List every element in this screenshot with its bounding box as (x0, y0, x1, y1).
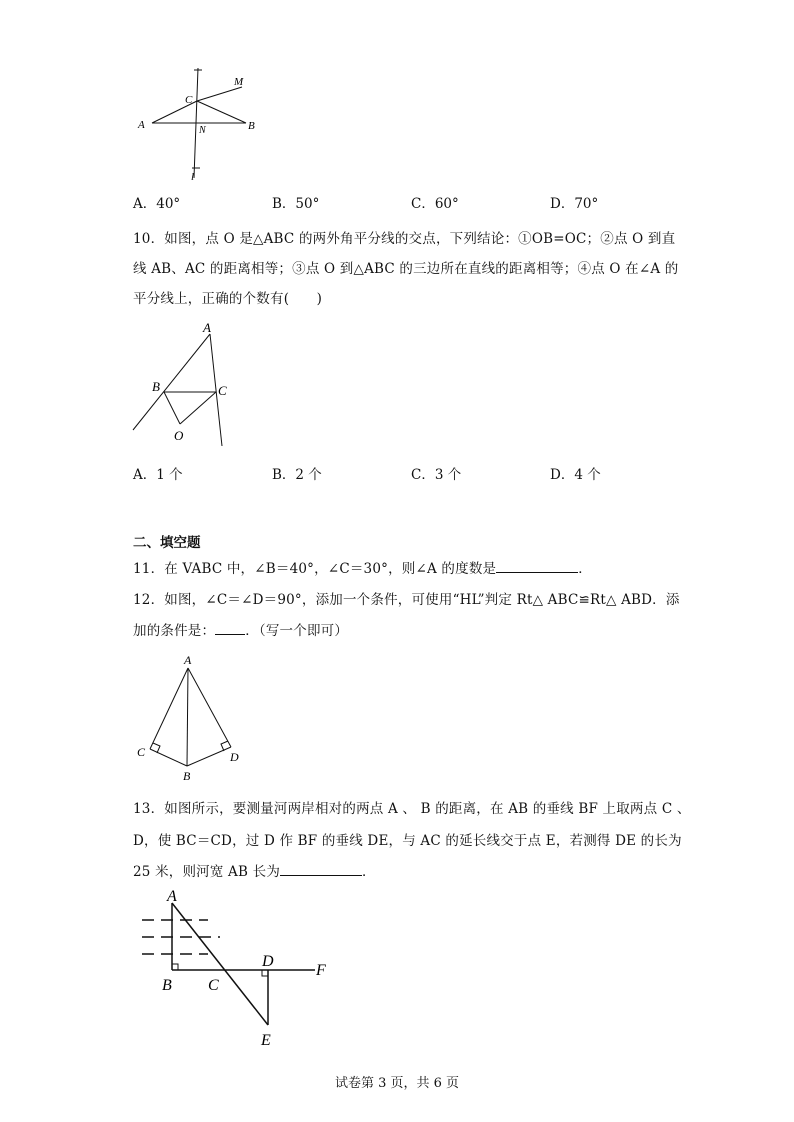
segment-db (187, 747, 231, 766)
q11-end: ． (578, 561, 592, 577)
label-b: B (162, 977, 172, 994)
q13-line-3a: 25 米，则河宽 AB 长为 (133, 864, 281, 880)
label-n: N (199, 125, 206, 136)
q10-option-c: C．3 个 (411, 467, 462, 483)
label-c: C (218, 383, 227, 398)
q10-option-a: A．1 个 (133, 467, 183, 483)
label-c: C (185, 94, 193, 106)
q11-text: 11．在 VABC 中，∠B＝40°，∠C＝30°，则∠A 的度数是 (133, 561, 497, 577)
section-title: 二、填空题 (133, 535, 201, 551)
q10-line-2: 线 AB、AC 的距离相等；③点 O 到△ABC 的三边所在直线的距离相等；④点 O 在∠A 的 (133, 261, 679, 277)
segment-cb (150, 749, 187, 766)
q9-figure (130, 60, 270, 185)
label-c: C (208, 977, 219, 994)
q10-option-d: D．4 个 (550, 467, 601, 483)
segment-ab (187, 668, 188, 766)
ray-cm (197, 87, 242, 101)
q9-option-c: C．60° (411, 196, 459, 212)
q10-figure (130, 318, 250, 448)
label-a: A (167, 888, 177, 905)
q10-line-1: 10．如图，点 O 是△ABC 的两外角平分线的交点，下列结论：①OB=OC；②点 O 到直 (133, 231, 676, 247)
q9-option-a: A．40° (133, 196, 181, 212)
q13-line-3b: ． (362, 864, 376, 880)
right-angle-d (262, 970, 268, 976)
segment-bo (164, 392, 180, 424)
label-b: B (152, 379, 160, 394)
q12-line-2 (133, 619, 348, 639)
page-footer: 试卷第 3 页，共 6 页 (334, 1076, 460, 1091)
label-b: B (248, 120, 255, 132)
q10-line-3: 平分线上，正确的个数有( ) (133, 291, 323, 307)
q9-option-d: D．70° (550, 196, 599, 212)
q13-answer-blank (280, 863, 362, 876)
q11-answer-blank (496, 560, 578, 573)
segment-ac (150, 668, 188, 749)
segment-cb (197, 101, 246, 123)
line-ab-extended (133, 334, 210, 430)
label-d: D (262, 953, 274, 970)
segment-ad (188, 668, 231, 747)
q12-answer-blank (215, 622, 245, 635)
label-m: M (234, 76, 244, 88)
segment-co (180, 392, 216, 424)
label-a: A (203, 320, 211, 335)
q13-line-2: D，使 BC＝CD，过 D 作 BF 的垂线 DE，与 AC 的延长线交于点 E，若测得 DE 的长为 (133, 833, 682, 849)
label-o: O (174, 428, 184, 443)
q12-line-2a: 加的条件是： (133, 623, 216, 639)
q13-line-1: 13．如图所示，要测量河两岸相对的两点 A 、 B 的距离，在 AB 的垂线 BF 上取两点 C 、 (133, 801, 691, 817)
q11 (133, 557, 592, 577)
q12-line-2b: ．（写一个即可） (245, 623, 349, 639)
label-d: D (230, 750, 239, 764)
q12-line-1: 12．如图，∠C＝∠D＝90°，添加一个条件，可使用“HL”判定 Rt△ ABC≌Rt△ ABD．添 (133, 592, 680, 608)
q12-figure (130, 650, 250, 785)
label-a: A (138, 119, 145, 131)
line-ae (172, 903, 268, 1025)
label-e: E (261, 1032, 271, 1049)
label-l: l (191, 171, 195, 183)
q10-option-b: B．2 个 (272, 467, 322, 483)
right-angle-b (172, 964, 178, 970)
q13-figure (130, 885, 340, 1055)
label-c: C (137, 745, 146, 759)
q9-option-b: B．50° (272, 196, 320, 212)
label-f: F (316, 962, 326, 979)
label-a: A (184, 653, 192, 667)
label-b: B (183, 769, 191, 783)
q13-line-3 (133, 860, 376, 880)
